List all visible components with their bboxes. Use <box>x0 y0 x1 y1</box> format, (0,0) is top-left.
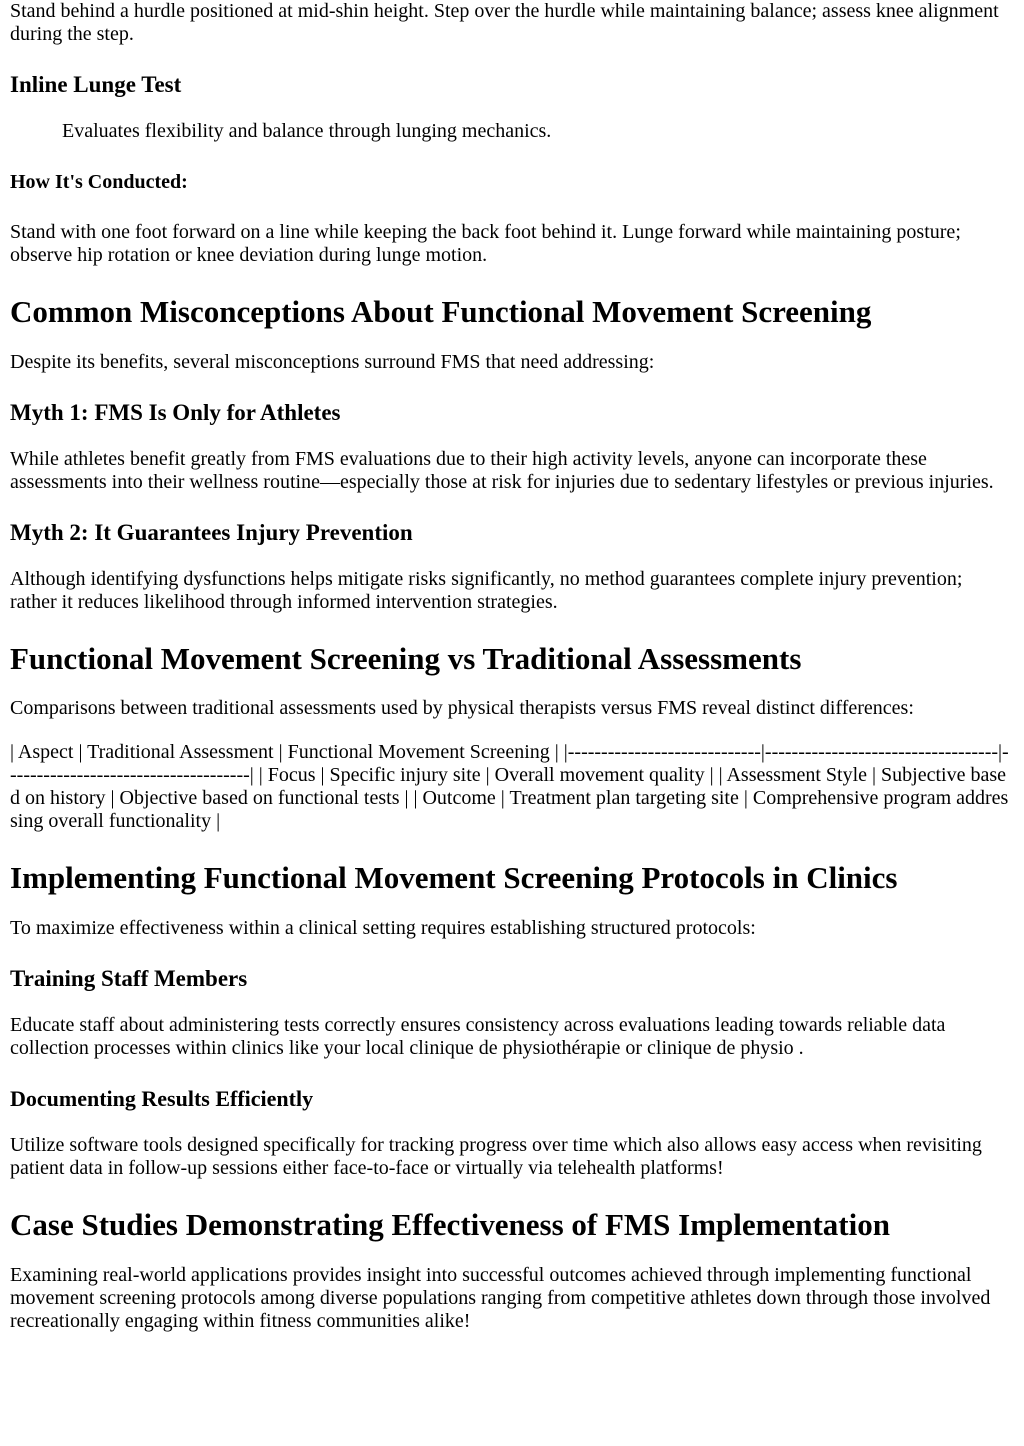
comparison-heading: Functional Movement Screening vs Traditional Assessments <box>10 641 802 676</box>
inline-lunge-heading: Inline Lunge Test <box>10 72 182 97</box>
how-conducted-heading: How It's Conducted: <box>10 171 188 193</box>
documenting-heading: Documenting Results Efficiently <box>10 1086 314 1111</box>
myth2-heading: Myth 2: It Guarantees Injury Prevention <box>10 520 413 545</box>
myth1-heading: Myth 1: FMS Is Only for Athletes <box>10 400 341 425</box>
misconceptions-intro: Despite its benefits, several misconceptions surround FMS that need addressing: <box>10 351 655 373</box>
inline-lunge-body: Stand with one foot forward on a line while keeping the back foot behind it. Lunge forward while maintaining posture; observe hip rotation or knee deviation during lunge motion. <box>10 221 961 266</box>
inline-lunge-quote: Evaluates flexibility and balance through lunging mechanics. <box>62 120 552 142</box>
training-heading: Training Staff Members <box>10 966 248 991</box>
misconceptions-heading: Common Misconceptions About Functional Movement Screening <box>10 294 872 329</box>
comparison-intro: Comparisons between traditional assessments used by physical therapists versus FMS reveal distinct differences: <box>10 697 914 719</box>
comparison-raw-table: | Aspect | Traditional Assessment | Functional Movement Screening | |-----------------------------|-----------------------------------|-------------------------------------| | Focus | Specific injury site | Overall movement quality | | Assessment Style | Subjective based on history | Objective based on functional tests | | Outcome | Treatment plan targeting site | Comprehensive program addressing overall functionality | <box>10 741 1009 832</box>
myth2-body: Although identifying dysfunctions helps mitigate risks significantly, no method guarantees complete injury prevention; rather it reduces likelihood through informed intervention strategies. <box>10 568 963 613</box>
implementing-intro: To maximize effectiveness within a clinical setting requires establishing structured protocols: <box>10 917 756 939</box>
case-studies-heading: Case Studies Demonstrating Effectiveness of FMS Implementation <box>10 1207 890 1242</box>
case-studies-body: Examining real-world applications provides insight into successful outcomes achieved through implementing functional movement screening protocols among diverse populations ranging from competitive athletes down through those involved recreationally engaging within fitness communities alike! <box>10 1264 991 1332</box>
myth1-body: While athletes benefit greatly from FMS evaluations due to their high activity levels, anyone can incorporate these assessments into their wellness routine—especially those at risk for injuries due to sedentary lifestyles or previous injuries. <box>10 448 994 493</box>
intro-paragraph: Stand behind a hurdle positioned at mid-shin height. Step over the hurdle while maintaining balance; assess knee alignment during the step. <box>10 0 999 45</box>
documenting-body: Utilize software tools designed specifically for tracking progress over time which also allows easy access when revisiting patient data in follow-up sessions either face-to-face or virtually via telehealth platforms! <box>10 1134 982 1179</box>
training-body: Educate staff about administering tests correctly ensures consistency across evaluations leading towards reliable data collection processes within clinics like your local clinique de physiothérapie or clinique de physio . <box>10 1014 946 1059</box>
implementing-heading: Implementing Functional Movement Screening Protocols in Clinics <box>10 860 898 895</box>
